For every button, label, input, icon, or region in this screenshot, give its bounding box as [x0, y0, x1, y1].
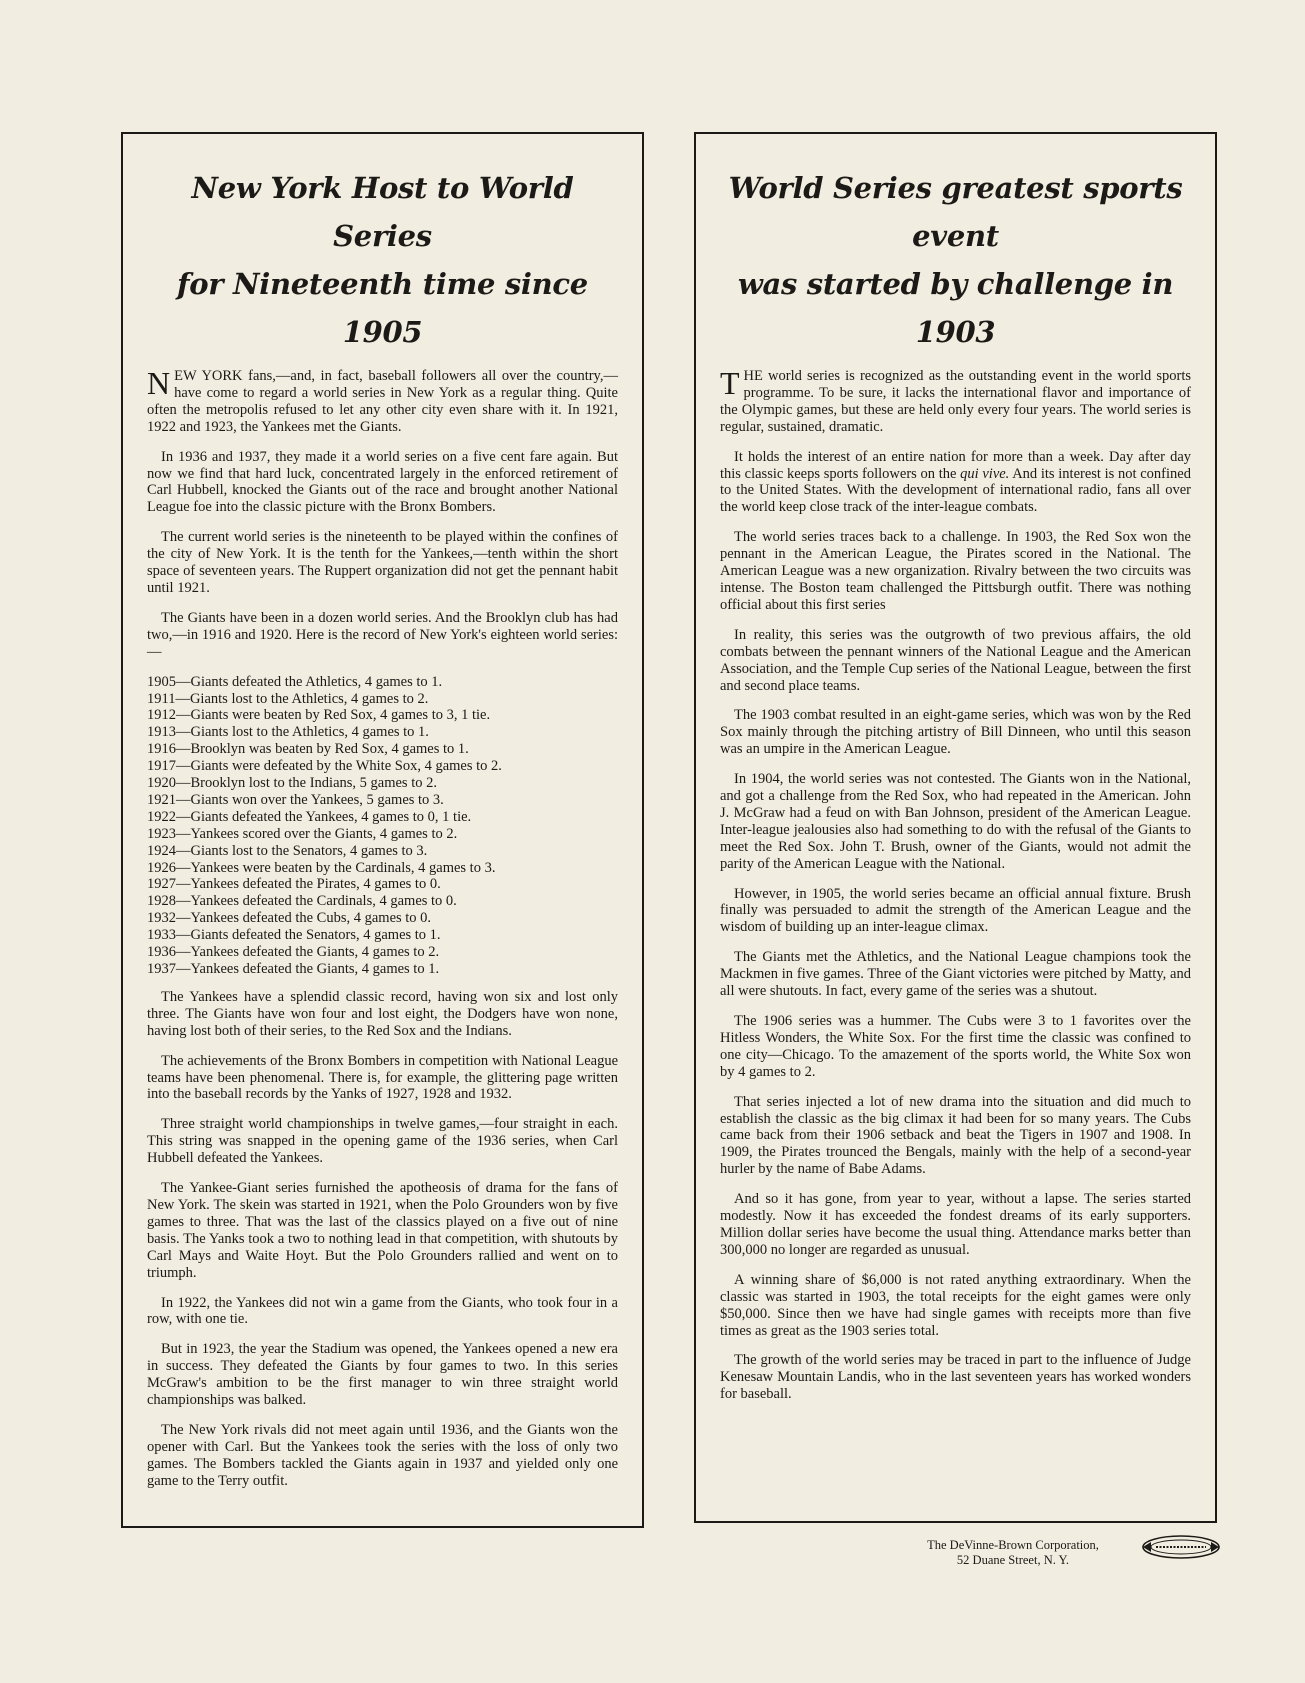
left-title-line-1: New York Host to World Series: [191, 171, 574, 253]
printer-credit-line-1: The DeVinne-Brown Corporation,: [927, 1538, 1099, 1552]
right-title-line-1: World Series greatest sports event: [728, 171, 1183, 253]
printer-credit-line-2: 52 Duane Street, N. Y.: [956, 1553, 1070, 1567]
left-lead-text: EW YORK fans,—and, in fact, baseball followers all over the country,—have come to regard a world series in New York as a regular thing. Quite often the metropolis refused to let any other city even share with it. In 1921, 1922 and 1923, the Yankees met the Giants.: [147, 368, 618, 435]
series-record-item: 1913—Giants lost to the Athletics, 4 games to 1.: [147, 724, 429, 741]
left-paragraph: The Yankee-Giant series furnished the apotheosis of drama for the fans of New York. The skein was started in 1921, when the Polo Grounders won by five games to three. That was the last of the classics played on a five out of nine basis. The Yanks took a two to nothing lead in that competition, with shutouts by Carl Mays and Waite Hoyt. But the Polo Grounders rallied and went on to triumph.: [147, 1180, 618, 1281]
right-paragraph: The growth of the world series may be traced in part to the influence of Judge Kenesaw Mountain Landis, who in the last seventeen years has worked wonders for baseball.: [720, 1352, 1191, 1403]
left-paragraph: The achievements of the Bronx Bombers in competition with National League teams have been phenomenal. There is, for example, the glittering page written into the baseball records by the Yanks of 1927, 1928 and 1932.: [147, 1052, 618, 1103]
right-paragraph: The 1906 series was a hummer. The Cubs were 3 to 1 favorites over the Hitless Wonders, the White Sox. For the first time the classic was confined to one city—Chicago. To the amazement of the sports world, the White Sox won by 4 games to 2.: [720, 1013, 1191, 1080]
series-record-item: 1911—Giants lost to the Athletics, 4 games to 2.: [147, 690, 429, 707]
series-record-item: 1928—Yankees defeated the Cardinals, 4 games to 0.: [147, 893, 457, 910]
series-record-item: 1933—Giants defeated the Senators, 4 games to 1.: [147, 927, 441, 944]
left-article-box: [121, 132, 644, 1528]
left-title-line-2: for Nineteenth time since 1905: [177, 267, 588, 349]
left-dropcap: N: [147, 365, 171, 401]
right-paragraph: The world series traces back to a challenge. In 1903, the Red Sox won the pennant in the American League, the Pirates scored in the National. The American League was a new organization. Rivalry between the two circuits was intense. The Boston team challenged the Pittsburgh outfit. There was nothing official about this first series: [720, 529, 1191, 613]
left-paragraph: In 1922, the Yankees did not win a game from the Giants, who took four in a row, with one tie.: [147, 1294, 618, 1328]
series-record-item: 1937—Yankees defeated the Giants, 4 games to 1.: [147, 961, 440, 977]
right-paragraph: However, in 1905, the world series became an official annual fixture. Brush finally was persuaded to admit the strength of the American League and the wisdom of building up an inter-league climax.: [720, 885, 1191, 936]
series-record-item: 1917—Giants were defeated by the White Sox, 4 games to 2.: [147, 758, 502, 775]
series-record-item: 1912—Giants were beaten by Red Sox, 4 games to 3, 1 tie.: [147, 707, 491, 724]
series-record-item: 1926—Yankees were beaten by the Cardinals, 4 games to 3.: [147, 859, 496, 876]
series-record-item: 1916—Brooklyn was beaten by Red Sox, 4 games to 1.: [147, 741, 469, 758]
right-paragraph: The 1903 combat resulted in an eight-game series, which was won by the Red Sox mainly through the pitching artistry of Bill Dinneen, who until this season was an umpire in the American League.: [720, 707, 1191, 758]
left-paragraph: Three straight world championships in twelve games,—four straight in each. This string was snapped in the opening game of the 1936 series, when Carl Hubbell defeated the Yankees.: [147, 1116, 618, 1167]
series-record-item: 1921—Giants won over the Yankees, 5 games to 3.: [147, 791, 444, 808]
right-paragraph: In 1904, the world series was not contested. The Giants won in the National, and got a challenge from the Red Sox, who had repeated in the American. John J. McGraw had a feud on with Ban Johnson, president of the American League. Inter-league jealousies also had something to do with the refusal of the Giants to meet the Red Sox. John T. Brush, owner of the Giants, would not admit the parity of the American League with the National.: [720, 771, 1191, 872]
left-article-title: [147, 164, 618, 356]
right-article-title: [720, 164, 1191, 356]
series-record-item: 1924—Giants lost to the Senators, 4 games to 3.: [147, 842, 428, 859]
series-record-item: 1936—Yankees defeated the Giants, 4 games to 2.: [147, 944, 440, 961]
series-record-item: 1905—Giants defeated the Athletics, 4 games to 1.: [147, 673, 443, 690]
left-lead-paragraph: [147, 365, 618, 436]
series-record-item: 1927—Yankees defeated the Pirates, 4 games to 0.: [147, 876, 441, 893]
right-paragraph: In reality, this series was the outgrowth of two previous affairs, the old combats between the pennant winners of the National League and the American Association, and the Temple Cup series of the National League, between the first and second place teams.: [720, 626, 1191, 694]
series-record-list: [147, 674, 618, 978]
right-paragraph: The Giants met the Athletics, and the National League champions took the Mackmen in five games. Three of the Giant victories were pitched by Matty, and all were shutouts. In fact, every game of the series was a shutout.: [720, 949, 1191, 1000]
right-dropcap: T: [720, 365, 740, 401]
right-paragraph-2: [720, 449, 1191, 517]
union-label-icon: [1140, 1533, 1222, 1561]
left-paragraph: The Giants have been in a dozen world series. And the Brooklyn club has had two,—in 1916 and 1920. Here is the record of New York's eighteen world series:—: [147, 609, 618, 660]
right-lead-paragraph: [720, 365, 1191, 436]
left-paragraphs-before-list: [147, 449, 618, 661]
right-paragraph: That series injected a lot of new drama into the situation and did much to establish the classic as the big climax it had been for so many years. The Cubs came back from their 1906 setback and beat the Tigers in 1907 and 1908. In 1909, the Pirates trounced the Bengals, mainly with the help of a second-year hurler by the name of Babe Adams.: [720, 1093, 1191, 1178]
right-paragraphs: [720, 529, 1191, 1403]
right-paragraph-2-start: It holds the interest of an entire nation for more than a week. Day after day this classic keeps sports followers on the: [720, 448, 1191, 482]
series-record-item: 1920—Brooklyn lost to the Indians, 5 games to 2.: [147, 775, 437, 792]
right-paragraph-2-italic: qui vive.: [960, 465, 1010, 482]
left-paragraph: But in 1923, the year the Stadium was opened, the Yankees opened a new era in success. They defeated the Giants by four games to two. In this series McGraw's ambition to be the first manager to win three straight world championships was balked.: [147, 1341, 618, 1409]
right-paragraph-2-end: And its interest is not confined to the United States. With the development of international radio, fans all over the world keep close track of the inter-league combats.: [720, 465, 1191, 516]
left-paragraph: In 1936 and 1937, they made it a world series on a five cent fare again. But now we find that hard luck, concentrated largely in the enforced retirement of Carl Hubbell, knocked the Giants out of the race and brought another National League foe into the classic picture with the Bronx Bombers.: [147, 448, 618, 516]
left-paragraph: The current world series is the nineteenth to be played within the confines of the city of New York. It is the tenth for the Yankees,—tenth within the short space of seventeen years. The Ruppert organization did not get the pennant habit until 1921.: [147, 529, 618, 596]
right-article-box: [694, 132, 1217, 1523]
right-paragraph: And so it has gone, from year to year, without a lapse. The series started modestly. Now it has exceeded the fondest dreams of its early supporters. Million dollar series have become the usual thing. Attendance marks better than 300,000 no longer are regarded as unusual.: [720, 1191, 1191, 1258]
right-lead-text: HE world series is recognized as the outstanding event in the world sports programme. To be sure, it lacks the international flavor and importance of the Olympic games, but these are held only every four years. The world series is regular, sustained, dramatic.: [720, 368, 1191, 435]
series-record-item: 1923—Yankees scored over the Giants, 4 games to 2.: [147, 825, 458, 842]
right-title-line-2: was started by challenge in 1903: [737, 267, 1174, 349]
left-paragraph: The Yankees have a splendid classic record, having won six and lost only three. The Giants have won four and lost eight, the Dodgers have won none, having lost both of their series, to the Red Sox and the Indians.: [147, 988, 618, 1039]
right-paragraph: A winning share of $6,000 is not rated anything extraordinary. When the classic was started in 1903, the total receipts for the eight games were only $50,000. Since then we have had single games with receipts more than five times as great as the 1903 series total.: [720, 1271, 1191, 1339]
left-paragraphs-after-list: [147, 989, 618, 1490]
left-paragraph: The New York rivals did not meet again until 1936, and the Giants won the opener with Carl. But the Yankees took the series with the loss of only two games. The Bombers tackled the Giants again in 1937 and yielded only one game to the Terry outfit.: [147, 1421, 618, 1489]
series-record-item: 1932—Yankees defeated the Cubs, 4 games to 0.: [147, 910, 432, 927]
printer-credit: [898, 1538, 1128, 1568]
series-record-item: 1922—Giants defeated the Yankees, 4 games to 0, 1 tie.: [147, 808, 472, 825]
